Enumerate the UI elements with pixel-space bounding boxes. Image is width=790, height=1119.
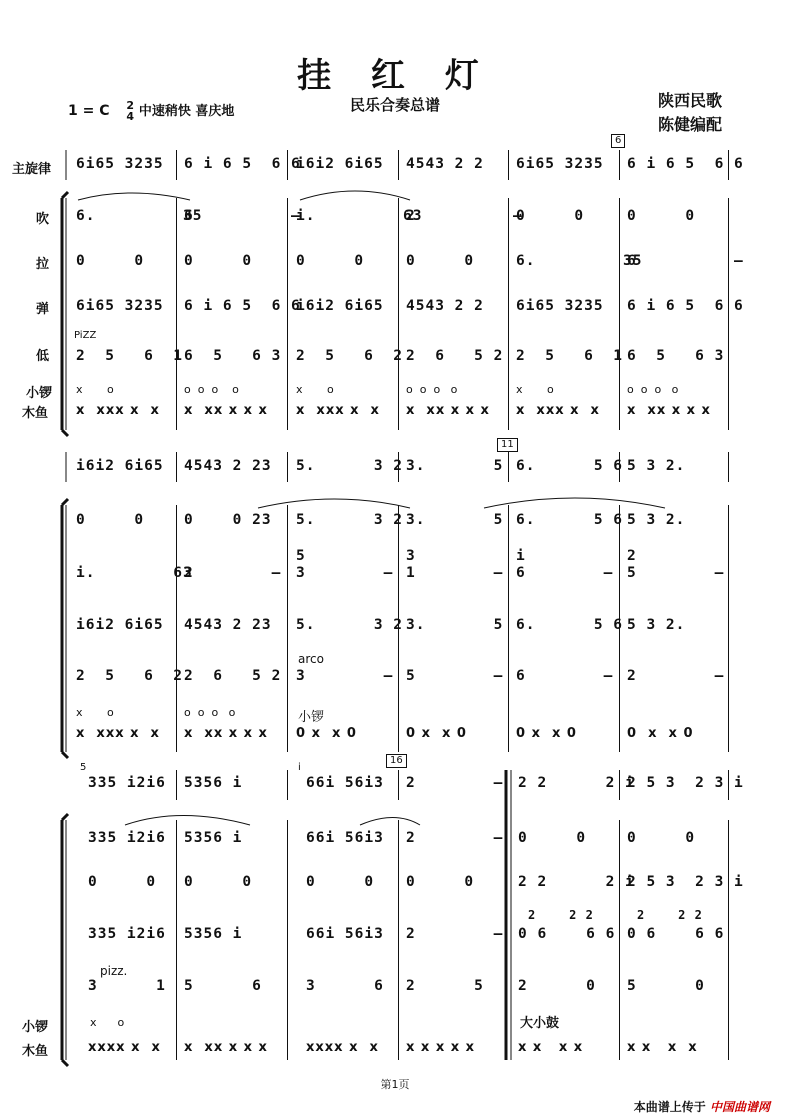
s1-woodblock-m5: x xxx x x (516, 403, 600, 418)
s3-melody-m2: 5356 i (184, 775, 243, 791)
label-plucked: 弹 (36, 302, 50, 317)
s2-woodblock-m4: 0 x x 0 (406, 726, 467, 741)
s3-wind-m4: 2 – (406, 830, 504, 846)
s3-bass-m2: 5 6 (184, 978, 262, 994)
rehearsal-mark-6: 6 (611, 134, 625, 148)
s1-bowed-m4: 0 0 (406, 253, 475, 269)
s1-melody-m5: 6i65 3235 (516, 156, 604, 172)
s2-bass-m6: 2 – (627, 668, 725, 684)
arranger: 陈健编配 (657, 115, 722, 134)
s1-melody-m4: 4543 2 2 (406, 156, 484, 172)
rehearsal-mark-16: 16 (386, 754, 407, 768)
s1-gong-m4: o o o o (406, 383, 458, 396)
s3-label-small-gong: 小锣 (22, 1020, 49, 1035)
s2-gong-m1: x o (76, 706, 114, 719)
s3-plucked-m5: 0 6 6 6 (518, 926, 616, 942)
page-title: 挂 红 灯 (297, 56, 493, 96)
s2-melody-m3: 5. 3 2 (296, 458, 404, 474)
s1-gong-m3: x o (296, 383, 334, 396)
s3-plucked-m4: 2 – (406, 926, 504, 942)
s3-pizz-marking: pizz. (100, 964, 128, 978)
s2-melody-m1: i6i2 6i65 (76, 458, 164, 474)
s2-woodblock-m1: x xxx x x (76, 726, 160, 741)
s2-bowed-m4: 1 – (406, 565, 504, 581)
s2-plucked-m3: 5. 3 2 (296, 617, 404, 633)
s2-gong-m2: o o o o (184, 706, 236, 719)
s1-woodblock-m6: x xx x x x (627, 403, 711, 418)
s1-plucked-m5: 6i65 3235 (516, 298, 604, 314)
s2-plucked-m6: 5 3 2. (627, 617, 686, 633)
s3-plucked-m1: 335 i2i6 (88, 926, 166, 942)
s2-plucked-m1: i6i2 6i65 (76, 617, 164, 633)
label-wind: 吹 (36, 212, 50, 227)
s2-wind-m4: 3. 5 (406, 512, 504, 528)
s2-bass-m3: 3 – (296, 668, 394, 684)
s3-woodblock-m4: x x x x x (406, 1040, 476, 1055)
s2-bowed-m5: 6 – (516, 565, 614, 581)
s1-plucked-m1: 6i65 3235 (76, 298, 164, 314)
s2-plucked-m2: 4543 2 23 (184, 617, 272, 633)
s3-woodblock-m1: xxxx x x (88, 1040, 161, 1055)
s1-bass-m3: 2 5 6 2 (296, 348, 404, 364)
s3-melody-prefix-m1: 5 (80, 762, 87, 773)
s2-bowed-upper-m6: 2 (627, 548, 637, 564)
s2-melody-m4: 3. 5 (406, 458, 504, 474)
s2-woodblock-m6: 0 x x 0 (627, 726, 694, 741)
s3-bowed-m1: 0 0 (88, 874, 157, 890)
s3-bass-m5: 2 0 (518, 978, 596, 994)
s1-woodblock-m2: x xx x x x (184, 403, 268, 418)
s1-wind-m2: 6 – (184, 208, 301, 224)
s3-melody-m4: 2 – (406, 775, 504, 791)
s1-gong-m2: o o o o (184, 383, 239, 396)
s3-bowed-m3: 0 0 (306, 874, 375, 890)
s1-wind-m1: 6. 35 (76, 208, 203, 224)
s2-bowed-m1: i. 63 (76, 565, 193, 581)
s3-gong-m1: x o (90, 1016, 125, 1029)
upload-credit (634, 1098, 770, 1115)
s2-bass-m4: 5 – (406, 668, 504, 684)
s1-gong-m5: x o (516, 383, 554, 396)
page-number: 第1页 (380, 1078, 410, 1091)
s3-melody-m6: 2 5 3 2 3 i (627, 775, 744, 791)
s2-melody-m2: 4543 2 23 (184, 458, 272, 474)
key-label: 1 = C (68, 103, 110, 119)
s2-wind-m2: 0 0 23 (184, 512, 272, 528)
s2-woodblock-m2: x xx x x x (184, 726, 268, 741)
s3-melody-m1: 335 i2i6 (88, 775, 166, 791)
s1-bowed-m6: 6 – (627, 253, 744, 269)
s1-plucked-m3: i6i2 6i65 (296, 298, 384, 314)
s1-bass-m4: 2 6 5 2 (406, 348, 504, 364)
s1-melody-m3: i6i2 6i65 (296, 156, 384, 172)
s1-plucked-m6: 6 i 6 5 6 6 (627, 298, 744, 314)
s1-melody-m1: 6i65 3235 (76, 156, 164, 172)
s1-bowed-m2: 0 0 (184, 253, 253, 269)
s3-bowed-m4: 0 0 (406, 874, 475, 890)
s3-plucked-m2: 5356 i (184, 926, 243, 942)
time-sig-denominator: 4 (126, 110, 135, 123)
s1-bass-m1: 2 5 6 1 (76, 348, 184, 364)
s3-plucked-m3: 66i 56i3 (306, 926, 384, 942)
s3-bowed-m6: 2 5 3 2 3 i (627, 874, 744, 890)
s2-bowed-m3: 3 – (296, 565, 394, 581)
s2-bass-m1: 2 5 6 2 (76, 668, 184, 684)
s3-label-woodblock: 木鱼 (22, 1044, 49, 1059)
s3-bass-m4: 2 5 (406, 978, 484, 994)
s3-plucked-upper-m6: 2 2 2 (637, 908, 703, 922)
s1-bass-m5: 2 5 6 1 (516, 348, 624, 364)
s1-wind-m3: i. 63 (296, 208, 423, 224)
s1-woodblock-m1: x xxx x x (76, 403, 160, 418)
s2-bowed-upper-m3: 5 (296, 548, 306, 564)
s3-wind-m6: 0 0 (627, 830, 696, 846)
s3-woodblock-m5: x x x x (518, 1040, 584, 1055)
s2-bowed-m2: 2 – (184, 565, 282, 581)
s3-woodblock-m2: x xx x x x (184, 1040, 268, 1055)
s3-bowed-m5: 2 2 2 i (518, 874, 635, 890)
s2-bass-m2: 2 6 5 2 (184, 668, 282, 684)
page-subtitle: 民乐合奏总谱 (349, 96, 440, 114)
s2-arco-marking: arco (298, 652, 324, 666)
s1-gong-m1: x o (76, 383, 114, 396)
rehearsal-mark-11: 11 (497, 438, 518, 452)
label-small-gong: 小锣 (26, 386, 53, 401)
s2-gong-label: 小锣 (298, 710, 325, 725)
s3-melody-prefix-m3: i (298, 762, 301, 773)
s2-bowed-upper-m5: i (516, 548, 526, 564)
tempo-marking: 中速稍快 喜庆地 (138, 104, 235, 119)
s3-plucked-upper-m5: 2 2 2 (528, 908, 594, 922)
s2-woodblock-m3: 0 x x 0 (296, 726, 357, 741)
s2-wind-m3: 5. 3 2 (296, 512, 404, 528)
time-sig-numerator: 2 (126, 99, 135, 112)
s2-woodblock-m5: 0 x x 0 (516, 726, 577, 741)
label-main-melody: 主旋律 (12, 162, 52, 177)
s1-bowed-m1: 0 0 (76, 253, 145, 269)
s3-plucked-m6: 0 6 6 6 (627, 926, 725, 942)
s1-melody-m6: 6 i 6 5 6 6 (627, 156, 744, 172)
label-woodblock: 木鱼 (22, 406, 49, 421)
s3-wind-m2: 5356 i (184, 830, 243, 846)
s1-melody-m2: 6 i 6 5 6 6 (184, 156, 301, 172)
s2-plucked-m5: 6. 5 6 (516, 617, 624, 633)
s1-bowed-m5: 6. 35 (516, 253, 643, 269)
s1-wind-m4: 2 – (406, 208, 523, 224)
s3-melody-m5: 2 2 2 i (518, 775, 635, 791)
s3-bowed-m2: 0 0 (184, 874, 253, 890)
s1-woodblock-m3: x xxx x x (296, 403, 380, 418)
s1-pizz-marking: PiZZ (74, 330, 97, 341)
upload-text: 本曲谱上传于 (633, 1100, 706, 1114)
s1-gong-m6: o o o o (627, 383, 679, 396)
s3-drum-label: 大小鼓 (520, 1016, 560, 1031)
s1-woodblock-m4: x xx x x x (406, 403, 490, 418)
s2-wind-m6: 5 3 2. (627, 512, 686, 528)
s2-wind-m1: 0 0 (76, 512, 145, 528)
s1-bowed-m3: 0 0 (296, 253, 365, 269)
s1-plucked-m2: 6 i 6 5 6 6 (184, 298, 301, 314)
s1-bass-m6: 6 5 6 3 (627, 348, 725, 364)
s3-woodblock-m3: xxxx x x (306, 1040, 379, 1055)
s2-melody-m5: 6. 5 6 (516, 458, 624, 474)
label-bass: 低 (36, 349, 50, 364)
s2-bowed-m6: 5 – (627, 565, 725, 581)
s3-bass-m3: 3 6 (306, 978, 384, 994)
s3-melody-m3: 66i 56i3 (306, 775, 384, 791)
s1-wind-m5: 0 0 (516, 208, 585, 224)
s1-plucked-m4: 4543 2 2 (406, 298, 484, 314)
s3-woodblock-m6: x x x x (627, 1040, 698, 1055)
s2-melody-m6: 5 3 2. (627, 458, 686, 474)
label-bowed: 拉 (36, 257, 50, 272)
site-logo: 中国曲谱网 (709, 1100, 770, 1114)
s3-bass-m6: 5 0 (627, 978, 705, 994)
s3-wind-m1: 335 i2i6 (88, 830, 166, 846)
s3-wind-m5: 0 0 (518, 830, 587, 846)
s3-wind-m3: 66i 56i3 (306, 830, 384, 846)
composer-origin: 陕西民歌 (657, 91, 722, 110)
s2-wind-m5: 6. 5 6 (516, 512, 624, 528)
s2-bowed-upper-m4: 3 (406, 548, 416, 564)
s2-bass-m5: 6 – (516, 668, 614, 684)
s1-wind-m6: 0 0 (627, 208, 696, 224)
s3-bass-m1: 3 1 (88, 978, 166, 994)
s1-bass-m2: 6 5 6 3 (184, 348, 282, 364)
s2-plucked-m4: 3. 5 (406, 617, 504, 633)
